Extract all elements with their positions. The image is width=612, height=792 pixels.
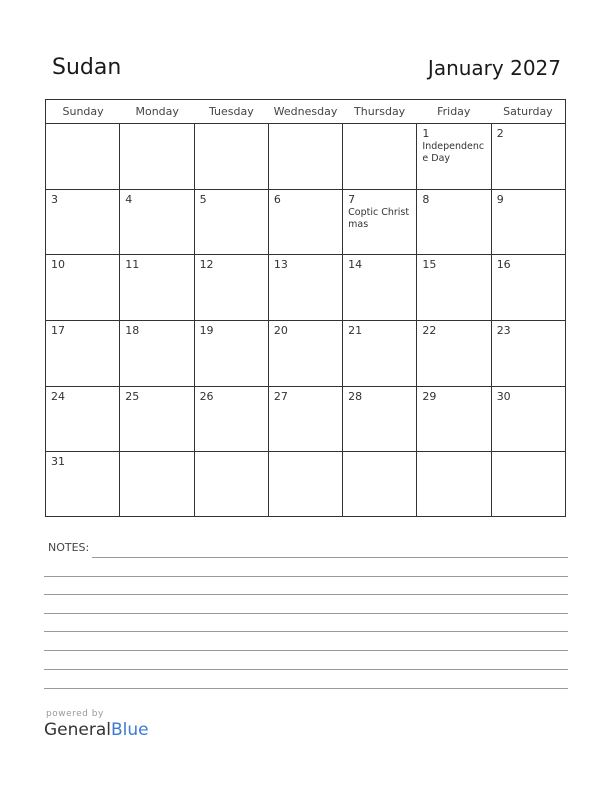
holiday-label: Independence Day — [422, 141, 485, 164]
empty-day-cell — [120, 124, 194, 189]
empty-day-cell — [120, 452, 194, 517]
notes-label: NOTES: — [48, 541, 90, 554]
holiday-label: Coptic Christmas — [348, 206, 410, 230]
brand-logo[interactable] — [44, 720, 149, 740]
day-number: 10 — [51, 258, 65, 272]
day-number: 2 — [496, 127, 504, 140]
day-number: 31 — [51, 455, 65, 469]
empty-day-cell — [269, 124, 343, 189]
week-row — [46, 321, 565, 387]
day-number: 29 — [422, 389, 437, 403]
day-cell[interactable] — [417, 387, 491, 452]
week-row — [46, 190, 565, 256]
day-cell[interactable] — [120, 321, 194, 386]
day-number: 5 — [199, 192, 207, 206]
day-cell[interactable] — [269, 387, 343, 452]
empty-day-cell — [46, 124, 120, 189]
day-cell[interactable] — [46, 255, 120, 320]
note-line[interactable] — [44, 631, 568, 632]
note-line[interactable] — [44, 594, 568, 595]
day-cell[interactable] — [46, 321, 120, 386]
day-number: 28 — [348, 389, 363, 403]
week-row — [46, 255, 565, 321]
month-year-title: January 2027 — [427, 56, 561, 80]
day-cell[interactable] — [195, 321, 269, 386]
weekday-label: Saturday — [503, 105, 553, 118]
brand-general-text: General — [44, 720, 111, 740]
day-number: 16 — [496, 258, 511, 272]
day-cell[interactable] — [343, 255, 417, 320]
empty-day-cell — [492, 452, 565, 517]
empty-day-cell — [195, 124, 269, 189]
day-cell[interactable] — [417, 190, 491, 255]
note-line[interactable] — [44, 613, 568, 614]
day-number: 3 — [51, 192, 58, 206]
weekday-label: Friday — [437, 105, 471, 118]
day-cell[interactable] — [492, 255, 565, 320]
day-number: 21 — [348, 324, 363, 338]
day-cell[interactable] — [492, 387, 565, 452]
day-number: 18 — [125, 324, 140, 338]
day-number: 6 — [273, 192, 281, 206]
day-cell[interactable] — [492, 190, 565, 255]
empty-day-cell — [343, 452, 417, 517]
day-number: 14 — [348, 258, 363, 272]
empty-day-cell — [195, 452, 269, 517]
day-number: 25 — [125, 389, 140, 403]
empty-day-cell — [343, 124, 417, 189]
note-line[interactable] — [92, 557, 568, 558]
weekday-label: Monday — [135, 105, 179, 118]
day-cell[interactable] — [46, 190, 120, 255]
day-cell[interactable] — [417, 255, 491, 320]
day-number: 11 — [125, 258, 140, 272]
empty-day-cell — [417, 452, 491, 517]
brand-blue-text: Blue — [111, 720, 149, 740]
week-row — [46, 124, 565, 190]
day-cell[interactable] — [195, 255, 269, 320]
day-cell[interactable] — [269, 190, 343, 255]
day-cell[interactable] — [417, 321, 491, 386]
day-number: 24 — [51, 389, 65, 403]
day-cell[interactable] — [120, 255, 194, 320]
weekday-label: Thursday — [354, 105, 406, 118]
day-number: 27 — [273, 389, 288, 403]
day-cell[interactable] — [46, 452, 120, 517]
week-row — [46, 387, 565, 453]
week-row — [46, 452, 565, 517]
day-cell[interactable] — [492, 321, 565, 386]
day-cell[interactable] — [343, 387, 417, 452]
day-number: 4 — [125, 192, 133, 206]
day-number: 23 — [496, 324, 511, 338]
day-cell[interactable] — [269, 321, 343, 386]
day-cell[interactable] — [417, 124, 491, 189]
day-number: 15 — [422, 258, 437, 272]
day-number: 30 — [496, 389, 511, 403]
day-cell[interactable] — [492, 124, 565, 189]
day-number: 13 — [273, 258, 288, 272]
day-cell[interactable] — [195, 387, 269, 452]
day-cell[interactable] — [46, 387, 120, 452]
day-number: 22 — [422, 324, 437, 338]
weekday-label: Tuesday — [208, 105, 254, 118]
note-line[interactable] — [44, 669, 568, 670]
note-line[interactable] — [44, 688, 568, 689]
note-line[interactable] — [44, 650, 568, 651]
day-number: 8 — [422, 192, 430, 206]
calendar-grid — [45, 99, 566, 517]
day-number: 26 — [199, 389, 214, 403]
day-number: 9 — [496, 192, 504, 206]
day-number: 20 — [273, 324, 288, 338]
weekday-label: Sunday — [62, 105, 104, 118]
weekday-header — [46, 100, 565, 124]
calendar-weeks — [46, 124, 565, 517]
day-cell[interactable] — [269, 255, 343, 320]
empty-day-cell — [269, 452, 343, 517]
day-number: 1 — [422, 127, 430, 140]
note-line[interactable] — [44, 576, 568, 577]
day-cell[interactable] — [120, 387, 194, 452]
day-number: 17 — [51, 324, 65, 338]
weekday-label: Wednesday — [273, 105, 338, 118]
day-cell[interactable] — [343, 190, 417, 255]
day-number: 12 — [199, 258, 214, 272]
day-cell[interactable] — [195, 190, 269, 255]
day-number: 19 — [199, 324, 214, 338]
day-number: 7 — [348, 192, 356, 206]
country-title: Sudan — [52, 55, 122, 80]
powered-by-text: powered by — [46, 709, 104, 719]
day-cell[interactable] — [343, 321, 417, 386]
day-cell[interactable] — [120, 190, 194, 255]
